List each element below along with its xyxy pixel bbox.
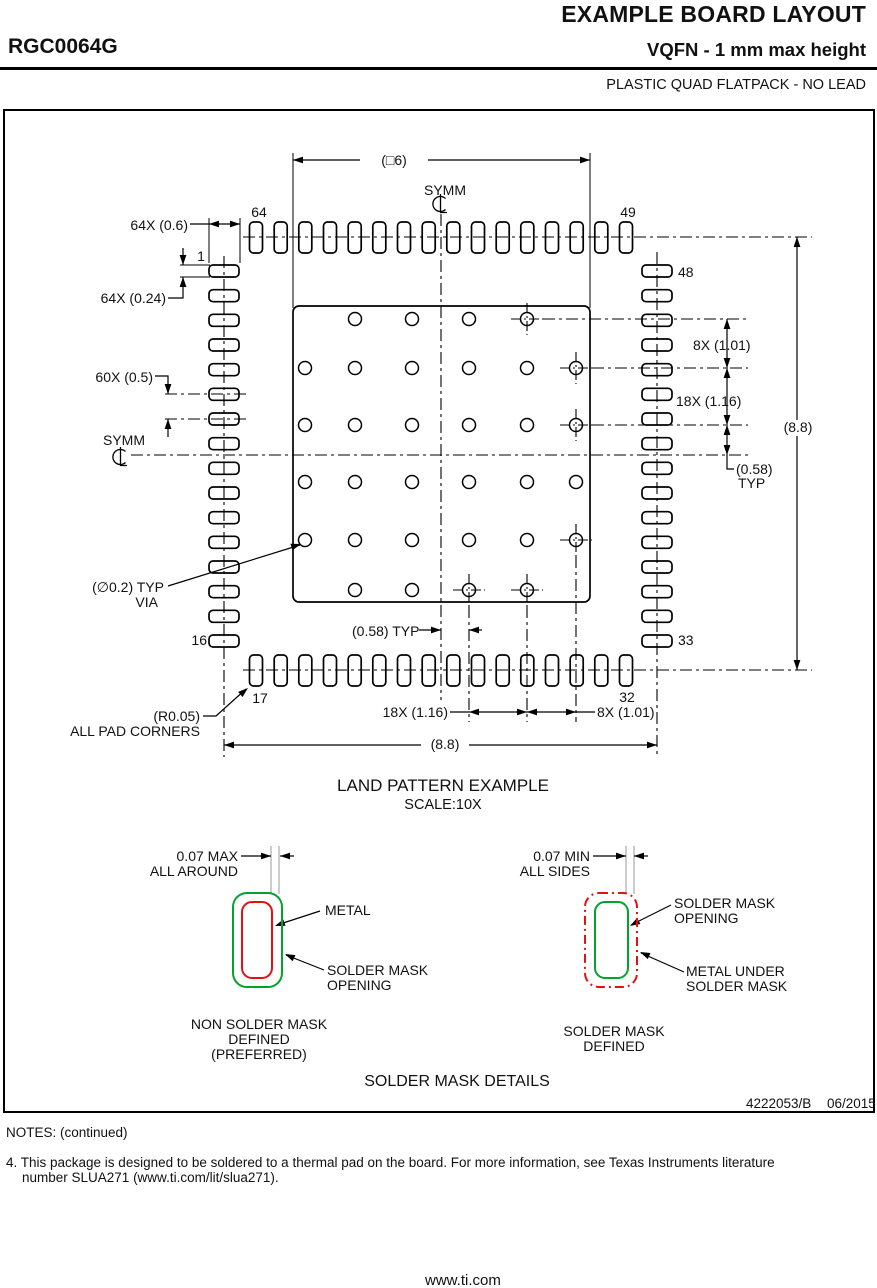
symm-label-left: SYMM [103, 432, 145, 448]
corner-radius-callout: (R0.05) [153, 708, 200, 724]
website-link[interactable]: www.ti.com [425, 1272, 501, 1288]
solder-mask-details-title: SOLDER MASK DETAILS [364, 1073, 550, 1090]
nsmd-metal-label: METAL [325, 902, 371, 918]
pin-33: 33 [678, 632, 694, 648]
via [406, 534, 419, 547]
arrowhead [274, 919, 286, 929]
via [463, 534, 476, 547]
dim-via-pitch2-right: 8X (1.01) [693, 337, 751, 353]
arrowhead [724, 368, 731, 378]
via [406, 362, 419, 375]
dim-overall-bottom: (8.8) [430, 736, 460, 752]
via [521, 362, 534, 375]
nsmd-mask-label-2: OPENING [327, 977, 392, 993]
dim-via-pitch2-bottom: 8X (1.01) [597, 704, 655, 720]
via [299, 476, 312, 489]
smd-caption-2: DEFINED [583, 1038, 645, 1054]
pin-16: 16 [191, 632, 207, 648]
dim-via-pitch-right: 18X (1.16) [676, 393, 742, 409]
land-pattern-scale: SCALE:10X [404, 797, 482, 813]
arrowhead [224, 742, 234, 749]
nsmd-metal-shape [242, 902, 272, 978]
smd-metal-label-1: METAL UNDER [686, 963, 785, 979]
via [299, 419, 312, 432]
dim-via-offset-bottom: (0.58) TYP [352, 623, 420, 639]
via-callout: VIA [135, 594, 158, 610]
nsmd-solder-mask-opening-shape [233, 893, 282, 987]
smd-dim-scope: ALL SIDES [519, 863, 590, 879]
arrowhead [238, 685, 250, 697]
notes-heading: NOTES: (continued) [6, 1125, 128, 1140]
via [521, 476, 534, 489]
pin-1: 1 [197, 248, 205, 264]
smd-mask-label-2: OPENING [674, 910, 739, 926]
arrowhead [628, 918, 640, 929]
via [349, 362, 362, 375]
smd-dim: 0.07 MIN [533, 848, 590, 864]
doc-date: 06/2015 [827, 1096, 876, 1111]
part-number: RGC0064G [8, 35, 118, 58]
arrowhead [165, 384, 172, 394]
via [349, 584, 362, 597]
dim-via-offset-right: (0.58) [736, 461, 773, 477]
smd-mask-label-1: SOLDER MASK [674, 895, 776, 911]
dim-via-pitch-bottom: 18X (1.16) [382, 704, 448, 720]
page-title: EXAMPLE BOARD LAYOUT [561, 1, 866, 27]
dim-thermal-pad-size: (□6) [381, 152, 407, 168]
package-type: PLASTIC QUAD FLATPACK - NO LEAD [606, 77, 866, 93]
smd-caption-1: SOLDER MASK [563, 1023, 665, 1039]
via [463, 476, 476, 489]
arrowhead [280, 853, 290, 860]
nsmd-mask-label-1: SOLDER MASK [327, 962, 429, 978]
arrowhead [566, 709, 576, 716]
nsmd-caption-1: NON SOLDER MASK [190, 1016, 328, 1032]
via [463, 419, 476, 432]
dim-via-offset-right-typ: TYP [738, 475, 766, 491]
arrowhead [616, 853, 626, 860]
arrowhead [469, 709, 479, 716]
arrowhead [431, 627, 441, 634]
package-height: VQFN - 1 mm max height [647, 39, 866, 60]
via [406, 584, 419, 597]
arrowhead [580, 157, 590, 164]
via [463, 362, 476, 375]
arrowhead [724, 425, 731, 435]
smd-solder-mask-opening-shape [595, 902, 628, 978]
arrowhead [165, 419, 172, 429]
via [349, 313, 362, 326]
dim-pad-width: 64X (0.24) [100, 290, 166, 306]
via [349, 534, 362, 547]
arrowhead [639, 949, 651, 959]
arrowhead [794, 660, 801, 670]
via [521, 419, 534, 432]
drawing-border [4, 110, 874, 1112]
via-diameter-callout: (∅0.2) TYP [92, 579, 164, 595]
arrowhead [209, 221, 219, 228]
via [299, 534, 312, 547]
drawing-labels [70, 152, 876, 1111]
arrowhead [293, 157, 303, 164]
via [349, 476, 362, 489]
nsmd-dim-scope: ALL AROUND [149, 863, 238, 879]
dim-pad-pitch: 60X (0.5) [95, 369, 153, 385]
via [463, 313, 476, 326]
via [521, 534, 534, 547]
dim-pad-length: 64X (0.6) [130, 217, 188, 233]
dim-overall-right: (8.8) [783, 419, 813, 435]
corner-radius-scope: ALL PAD CORNERS [70, 723, 200, 739]
arrowhead [230, 221, 240, 228]
arrowhead [517, 709, 527, 716]
doc-number: 4222053/B [746, 1096, 812, 1111]
pin-17: 17 [252, 690, 268, 706]
symm-label-top: SYMM [424, 182, 466, 198]
smd-metal-label-2: SOLDER MASK [686, 978, 788, 994]
pin-64: 64 [251, 204, 267, 220]
arrowhead [527, 709, 537, 716]
pin-32: 32 [619, 689, 635, 705]
via [349, 419, 362, 432]
arrowhead [284, 951, 296, 961]
arrowhead [647, 742, 657, 749]
nsmd-caption-2: DEFINED [228, 1031, 290, 1047]
note-4-line-1: 4. This package is designed to be soldered to a thermal pad on the board. For more information, see Texas Instruments literature [6, 1155, 775, 1170]
via [406, 313, 419, 326]
arrowhead [261, 853, 271, 860]
smd-metal-under-mask-shape [585, 893, 637, 987]
pin-49: 49 [620, 204, 636, 220]
via [406, 476, 419, 489]
arrowhead [724, 319, 731, 329]
centerline-symbol-left [113, 447, 127, 466]
arrowhead [180, 277, 187, 287]
arrowhead [724, 445, 731, 455]
arrowhead [724, 415, 731, 425]
arrowhead [634, 853, 644, 860]
via [299, 362, 312, 375]
nsmd-caption-3: (PREFERRED) [211, 1046, 307, 1062]
arrowhead [180, 255, 187, 265]
land-pattern-title: LAND PATTERN EXAMPLE [337, 776, 549, 795]
note-4-line-2: number SLUA271 (www.ti.com/lit/slua271). [22, 1170, 279, 1185]
via [406, 419, 419, 432]
via [570, 476, 583, 489]
arrowhead [724, 358, 731, 368]
pin-48: 48 [678, 264, 694, 280]
arrowhead [469, 627, 479, 634]
arrowhead [794, 237, 801, 247]
nsmd-dim: 0.07 MAX [176, 848, 238, 864]
